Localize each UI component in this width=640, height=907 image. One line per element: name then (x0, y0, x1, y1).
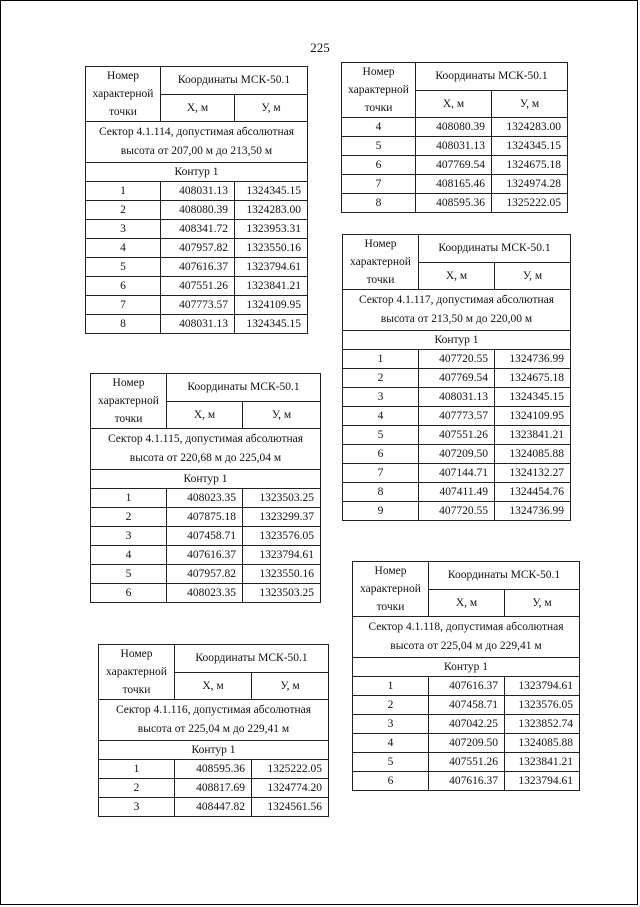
y-coordinate: 1323852.74 (505, 715, 580, 734)
x-coordinate: 408023.35 (167, 489, 243, 508)
y-coordinate: 1325222.05 (492, 194, 568, 213)
y-coordinate: 1323576.05 (505, 696, 580, 715)
y-coordinate: 1324283.00 (235, 201, 308, 220)
sector-row (353, 617, 580, 658)
point-number: 3 (353, 715, 429, 734)
table-row (99, 779, 329, 798)
x-coordinate: 408341.72 (161, 220, 235, 239)
coord-table (90, 373, 321, 603)
x-coordinate: 408165.46 (416, 175, 492, 194)
header-row (343, 235, 571, 263)
point-number: 1 (99, 760, 175, 779)
y-coordinate: 1324109.95 (235, 296, 308, 315)
y-coordinate: 1323299.37 (243, 508, 321, 527)
table-row (353, 772, 580, 791)
sector-title: Сектор 4.1.114, допустимая абсолютная высота от 207,00 м до 213,50 м (86, 122, 308, 163)
header-row (91, 374, 321, 402)
x-coordinate: 408023.35 (167, 584, 243, 603)
point-number: 4 (353, 734, 429, 753)
point-number: 6 (86, 277, 161, 296)
page-number: 225 (310, 40, 330, 55)
x-header: X, м (161, 94, 235, 122)
coord-table (342, 234, 571, 521)
x-coordinate: 407042.25 (429, 715, 505, 734)
y-coordinate: 1324561.56 (252, 798, 329, 817)
y-header: У, м (243, 401, 321, 429)
x-coordinate: 407957.82 (161, 239, 235, 258)
contour-row (99, 741, 329, 760)
point-number: 6 (353, 772, 429, 791)
table-row (343, 369, 571, 388)
table-row (91, 508, 321, 527)
x-coordinate: 407769.54 (419, 369, 495, 388)
table-row (86, 182, 308, 201)
point-number: 2 (353, 696, 429, 715)
x-coordinate: 407616.37 (161, 258, 235, 277)
table-row (86, 277, 308, 296)
table-row (99, 798, 329, 817)
table-row (91, 527, 321, 546)
point-number: 6 (91, 584, 167, 603)
point-number: 5 (91, 565, 167, 584)
table-row (343, 483, 571, 502)
coordinates-header: Координаты МСК-50.1 (416, 63, 568, 91)
sector-title: Сектор 4.1.116, допустимая абсолютная высота от 225,04 м до 229,41 м (99, 700, 329, 741)
table-row (343, 426, 571, 445)
table-row (342, 118, 568, 137)
point-number: 1 (91, 489, 167, 508)
point-number: 3 (91, 527, 167, 546)
x-coordinate: 407875.18 (167, 508, 243, 527)
point-number: 5 (343, 426, 419, 445)
point-number: 5 (86, 258, 161, 277)
point-number: 9 (343, 502, 419, 521)
point-number: 8 (86, 315, 161, 334)
coord-table (352, 561, 580, 791)
point-number: 7 (342, 175, 416, 194)
y-coordinate: 1324736.99 (495, 350, 571, 369)
sector-row (99, 700, 329, 741)
table-row (353, 734, 580, 753)
point-number: 7 (86, 296, 161, 315)
table-row (353, 677, 580, 696)
table-row (99, 760, 329, 779)
x-coordinate: 407458.71 (167, 527, 243, 546)
point-number-header: Номер характерной точки (353, 562, 429, 617)
x-coordinate: 407411.49 (419, 483, 495, 502)
y-coordinate: 1324085.88 (495, 445, 571, 464)
coord-table (85, 66, 308, 334)
y-coordinate: 1324132.27 (495, 464, 571, 483)
y-coordinate: 1324774.20 (252, 779, 329, 798)
x-coordinate: 407616.37 (429, 677, 505, 696)
x-coordinate: 407551.26 (161, 277, 235, 296)
coordinates-header: Координаты МСК-50.1 (167, 374, 321, 402)
table-row (343, 464, 571, 483)
x-header: X, м (167, 401, 243, 429)
y-coordinate: 1324736.99 (495, 502, 571, 521)
point-number: 3 (99, 798, 175, 817)
y-coordinate: 1324085.88 (505, 734, 580, 753)
coord-table (341, 62, 568, 213)
table-row (353, 753, 580, 772)
point-number-header: Номер характерной точки (99, 645, 175, 700)
x-coordinate: 407458.71 (429, 696, 505, 715)
point-number: 2 (91, 508, 167, 527)
y-coordinate: 1324345.15 (235, 182, 308, 201)
table-row (342, 194, 568, 213)
y-coordinate: 1323794.61 (505, 772, 580, 791)
y-header: У, м (252, 672, 329, 700)
x-coordinate: 407773.57 (419, 407, 495, 426)
contour-row (91, 470, 321, 489)
point-number: 8 (343, 483, 419, 502)
coordinates-header: Координаты МСК-50.1 (419, 235, 571, 263)
point-number-header: Номер характерной точки (342, 63, 416, 118)
x-coordinate: 408080.39 (161, 201, 235, 220)
y-coordinate: 1323503.25 (243, 584, 321, 603)
contour-label: Контур 1 (99, 741, 329, 760)
table-row (86, 220, 308, 239)
table-row (86, 296, 308, 315)
point-number: 1 (353, 677, 429, 696)
y-coordinate: 1323794.61 (505, 677, 580, 696)
coordinates-header: Координаты МСК-50.1 (429, 562, 580, 590)
table-row (343, 445, 571, 464)
coordinates-header: Координаты МСК-50.1 (175, 645, 329, 673)
sector-title: Сектор 4.1.117, допустимая абсолютная высота от 213,50 м до 220,00 м (343, 290, 571, 331)
point-number: 4 (86, 239, 161, 258)
table-row (86, 258, 308, 277)
y-coordinate: 1323550.16 (243, 565, 321, 584)
table-row (91, 546, 321, 565)
y-header: У, м (505, 589, 580, 617)
point-number: 7 (343, 464, 419, 483)
table-row (342, 175, 568, 194)
y-coordinate: 1324675.18 (495, 369, 571, 388)
y-header: У, м (235, 94, 308, 122)
point-number: 2 (99, 779, 175, 798)
table-row (343, 502, 571, 521)
point-number: 1 (86, 182, 161, 201)
contour-label: Контур 1 (343, 331, 571, 350)
y-coordinate: 1325222.05 (252, 760, 329, 779)
point-number: 6 (343, 445, 419, 464)
table-row (91, 584, 321, 603)
y-coordinate: 1323953.31 (235, 220, 308, 239)
sector-row (343, 290, 571, 331)
point-number: 4 (342, 118, 416, 137)
contour-row (343, 331, 571, 350)
x-coordinate: 408031.13 (419, 388, 495, 407)
point-number: 2 (86, 201, 161, 220)
x-coordinate: 408447.82 (175, 798, 252, 817)
y-coordinate: 1323550.16 (235, 239, 308, 258)
y-coordinate: 1324345.15 (495, 388, 571, 407)
x-coordinate: 408031.13 (416, 137, 492, 156)
x-coordinate: 407773.57 (161, 296, 235, 315)
y-header: У, м (495, 262, 571, 290)
y-coordinate: 1324345.15 (492, 137, 568, 156)
point-number-header: Номер характерной точки (91, 374, 167, 429)
table-row (353, 696, 580, 715)
point-number: 8 (342, 194, 416, 213)
header-row (353, 562, 580, 590)
y-coordinate: 1323841.21 (495, 426, 571, 445)
point-number: 3 (86, 220, 161, 239)
table-row (86, 315, 308, 334)
coord-table (98, 644, 329, 817)
contour-label: Контур 1 (353, 658, 580, 677)
contour-label: Контур 1 (91, 470, 321, 489)
x-coordinate: 407616.37 (167, 546, 243, 565)
point-number-header: Номер характерной точки (343, 235, 419, 290)
sector-title: Сектор 4.1.115, допустимая абсолютная высота от 220,68 м до 225,04 м (91, 429, 321, 470)
x-header: X, м (416, 90, 492, 118)
point-number-header: Номер характерной точки (86, 67, 161, 122)
point-number: 3 (343, 388, 419, 407)
x-header: X, м (419, 262, 495, 290)
y-coordinate: 1324109.95 (495, 407, 571, 426)
point-number: 5 (353, 753, 429, 772)
header-row (342, 63, 568, 91)
table-row (343, 388, 571, 407)
point-number: 4 (91, 546, 167, 565)
point-number: 5 (342, 137, 416, 156)
x-coordinate: 407720.55 (419, 502, 495, 521)
y-coordinate: 1323841.21 (235, 277, 308, 296)
contour-row (353, 658, 580, 677)
sector-row (86, 122, 308, 163)
x-coordinate: 407957.82 (167, 565, 243, 584)
x-coordinate: 407616.37 (429, 772, 505, 791)
table-row (342, 137, 568, 156)
y-coordinate: 1324283.00 (492, 118, 568, 137)
x-coordinate: 407144.71 (419, 464, 495, 483)
y-coordinate: 1324454.76 (495, 483, 571, 502)
x-coordinate: 407551.26 (429, 753, 505, 772)
point-number: 1 (343, 350, 419, 369)
point-number: 6 (342, 156, 416, 175)
table-row (342, 156, 568, 175)
header-row (99, 645, 329, 673)
y-coordinate: 1324675.18 (492, 156, 568, 175)
table-row (353, 715, 580, 734)
x-coordinate: 407209.50 (429, 734, 505, 753)
table-row (91, 565, 321, 584)
contour-label: Контур 1 (86, 163, 308, 182)
y-coordinate: 1323794.61 (235, 258, 308, 277)
y-coordinate: 1324974.28 (492, 175, 568, 194)
table-row (343, 407, 571, 426)
x-coordinate: 408595.36 (175, 760, 252, 779)
sector-title: Сектор 4.1.118, допустимая абсолютная высота от 225,04 м до 229,41 м (353, 617, 580, 658)
coordinates-header: Координаты МСК-50.1 (161, 67, 308, 95)
table-row (91, 489, 321, 508)
x-coordinate: 407209.50 (419, 445, 495, 464)
x-coordinate: 408595.36 (416, 194, 492, 213)
x-coordinate: 408031.13 (161, 182, 235, 201)
x-header: X, м (429, 589, 505, 617)
point-number: 2 (343, 369, 419, 388)
x-header: X, м (175, 672, 252, 700)
x-coordinate: 407551.26 (419, 426, 495, 445)
y-coordinate: 1324345.15 (235, 315, 308, 334)
y-coordinate: 1323503.25 (243, 489, 321, 508)
y-coordinate: 1323794.61 (243, 546, 321, 565)
x-coordinate: 408031.13 (161, 315, 235, 334)
sector-row (91, 429, 321, 470)
contour-row (86, 163, 308, 182)
x-coordinate: 408080.39 (416, 118, 492, 137)
y-coordinate: 1323841.21 (505, 753, 580, 772)
y-header: У, м (492, 90, 568, 118)
table-row (86, 201, 308, 220)
x-coordinate: 407720.55 (419, 350, 495, 369)
table-row (343, 350, 571, 369)
header-row (86, 67, 308, 95)
table-row (86, 239, 308, 258)
y-coordinate: 1323576.05 (243, 527, 321, 546)
point-number: 4 (343, 407, 419, 426)
x-coordinate: 407769.54 (416, 156, 492, 175)
x-coordinate: 408817.69 (175, 779, 252, 798)
